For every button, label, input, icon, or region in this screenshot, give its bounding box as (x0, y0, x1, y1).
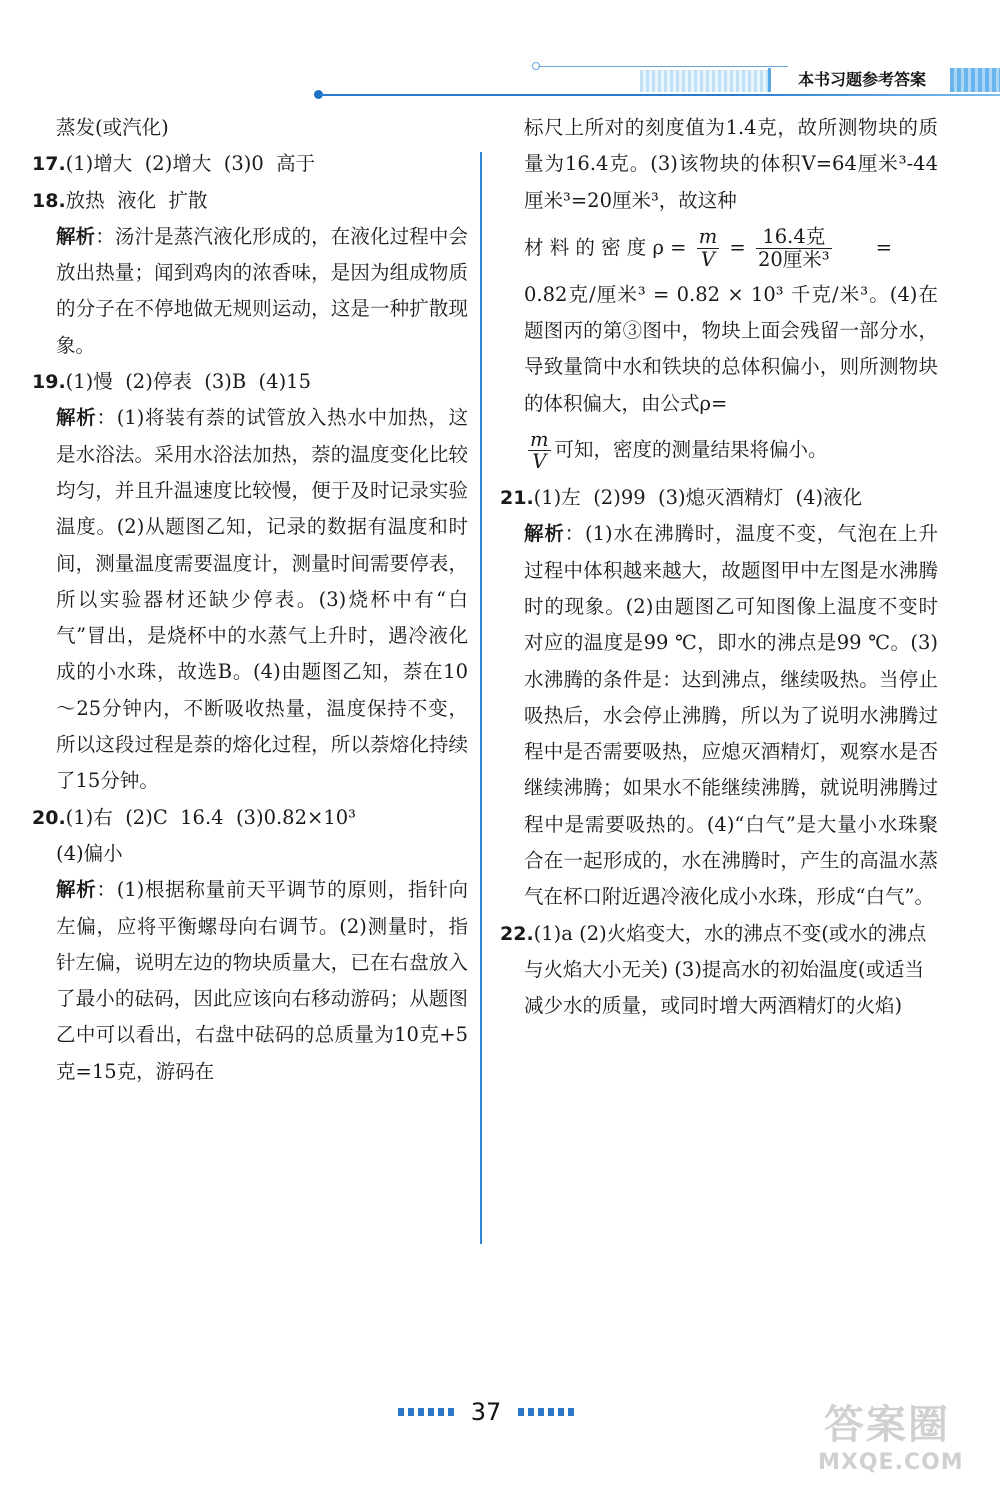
explanation-label: 解析 (56, 224, 96, 248)
question-number: 20. (32, 806, 66, 829)
question-number: 17. (32, 153, 66, 176)
explanation-label: 解析 (524, 522, 565, 546)
answer-text: 放热 液化 扩散 (65, 188, 208, 212)
explanation-21 (500, 516, 938, 915)
explanation-text: ：汤汁是蒸汽液化形成的，在液化过程中会放出热量；闻到鸡肉的浓香味，是因为组成物质的分子在不停地做无规则运动，这是一种扩散现象。 (56, 224, 468, 357)
answer-continuation: 蒸发(或汽化) (56, 116, 169, 139)
footer-deco-right (518, 1408, 574, 1416)
question-number: 19. (32, 371, 66, 394)
header-rule (320, 94, 1000, 96)
answer-text: (1)右 (2)C 16.4 (3)0.82×10³ (65, 805, 356, 829)
denominator-v: V (532, 450, 547, 474)
density-suffix: = (875, 235, 893, 259)
site-watermark (800, 1402, 996, 1482)
watermark-domain: MXQE.COM (818, 1450, 964, 1475)
left-column (32, 110, 468, 1090)
explanation-label: 解析 (56, 878, 97, 902)
page-number: 37 (470, 1398, 502, 1426)
column-divider (480, 152, 482, 1244)
answer-text: (1)a (2)火焰变大，水的沸点不变(或水的沸点与火焰大小无关) (3)提高水的初始温度(或适当减少水的质量，或同时增大两酒精灯的火焰) (524, 921, 927, 1018)
answer-22 (500, 916, 938, 1025)
explanation-20-cont: 标尺上所对的刻度值为1.4克，故所测物块的质量为16.4克。(3)该物块的体积V=64厘米³-44厘米³=20厘米³，故这种 (524, 116, 938, 212)
page-header (320, 66, 1000, 96)
explanation-18 (32, 219, 468, 364)
answer-text: (1)左 (2)99 (3)熄灭酒精灯 (4)液化 (533, 486, 863, 510)
explanation-19 (32, 400, 468, 799)
numerator-m: m (698, 225, 718, 249)
fraction-values (756, 226, 832, 270)
density-formula (500, 219, 938, 277)
numerator-mass: 16.4克 (756, 226, 832, 248)
explanation-label: 解析 (56, 406, 97, 430)
question-number: 18. (32, 189, 66, 212)
question-number: 22. (500, 922, 534, 945)
numerator-m: m (530, 427, 549, 451)
question-number: 21. (500, 487, 534, 510)
fraction-m-over-v (697, 226, 720, 270)
fraction-m-over-v-2 (528, 429, 551, 473)
answer-text: (1)慢 (2)停表 (3)B (4)15 (65, 370, 311, 394)
explanation-text: ：(1)根据称量前天平调节的原则，指针向左偏，应将平衡螺母向右调节。(2)测量时，指针左偏，说明左边的物块质量大，已在右盘放入了最小的砝码，因此应该向右移动游码；从题图乙中可以看出，右盘中砝码的总质量为10克+5克=15克，游码在 (56, 878, 468, 1083)
header-deco-stripes (640, 70, 770, 92)
answer-19 (32, 364, 468, 400)
denominator-volume: 20厘米³ (757, 247, 830, 271)
explanation-text: ：(1)将装有萘的试管放入热水中加热，这是水浴法。采用水浴法加热，萘的温度变化比较均匀，并且升温速度比较慢，便于及时记录实验温度。(2)从题图乙知，记录的数据有温度和时间，测量温度需要温度计，测量时间需要停表，所以实验器材还缺少停表。(3)烧杯中有“白气”冒出，是烧杯中的水蒸气上升时，遇冷液化成的小水珠，故选B。(4)由题图乙知，萘在10～25分钟内，不断吸收热量，温度保持不变，所以这段过程是萘的熔化过程，所以萘熔化持续了15分钟。 (56, 406, 468, 793)
watermark-logo-text: 答案圈 (824, 1402, 950, 1448)
answer-text: (1)增大 (2)增大 (3)0 高于 (65, 152, 316, 176)
density-prefix: 材 料 的 密 度 ρ = (524, 235, 687, 259)
footer-deco-left (398, 1408, 454, 1416)
explanation-text: ：(1)水在沸腾时，温度不变，气泡在上升过程中体积越来越大，故题图甲中左图是水沸腾时的现象。(2)由题图乙可知图像上温度不变时对应的温度是99 ℃，即水的沸点是99 ℃。(3)水沸腾的条件是：达到沸点，继续吸热。当停止吸热后，水会停止沸腾，所以为了说明水沸腾过程中是否需要吸热，应熄灭酒精灯，观察水是否继续沸腾；如果水不能继续沸腾，就说明沸腾过程中是需要吸热的。(4)“白气”是大量小水珠聚合在一起形成的，水在沸腾时，产生的高温水蒸气在杯口附近遇冷液化成小水珠，形成“白气”。 (524, 522, 938, 909)
header-deco-block (950, 68, 1000, 92)
conclusion-text: 可知，密度的测量结果将偏小。 (554, 438, 828, 462)
answer-21 (500, 480, 938, 516)
denominator-v: V (700, 247, 715, 271)
answer-18 (32, 183, 468, 219)
explanation-20 (32, 872, 468, 1090)
answer-20-part4: (4)偏小 (56, 841, 123, 865)
right-column (500, 110, 938, 1025)
header-title: 本书习题参考答案 (768, 68, 953, 92)
explanation-20-cont2: 0.82克/厘米³ = 0.82 × 10³ 千克/米³。(4)在题图丙的第③图中，物块上面会残留一部分水，导致量筒中水和铁块的总体积偏小，则所测物块的体积偏大，由公式ρ= (524, 282, 938, 415)
header-deco-line (538, 66, 788, 67)
density-conclusion (500, 422, 938, 478)
answer-17 (32, 146, 468, 182)
answer-20 (32, 800, 468, 836)
equals-sign: = (729, 235, 746, 259)
page-footer (380, 1392, 620, 1432)
